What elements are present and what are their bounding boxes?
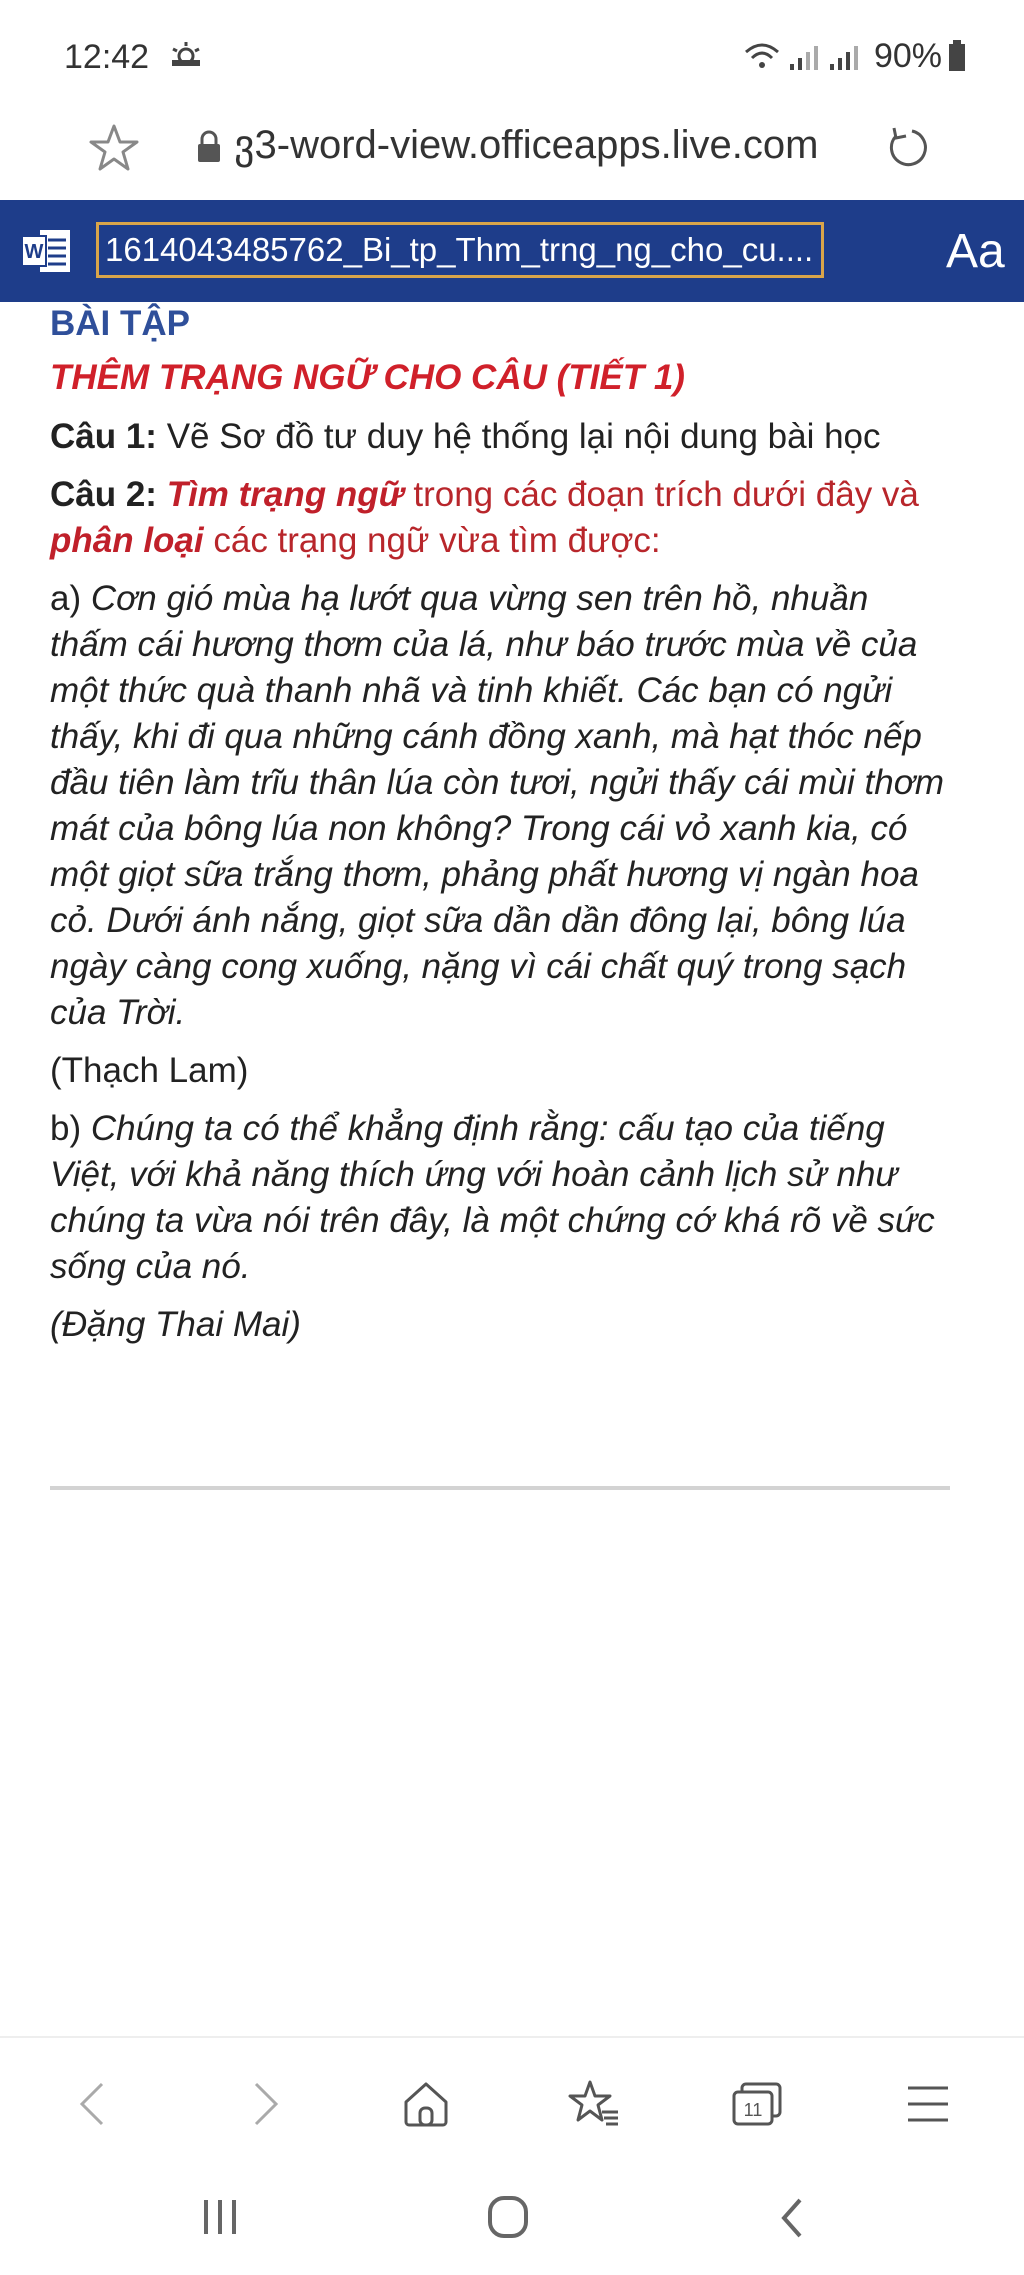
passage-b-label: b) [50,1109,91,1148]
doc-heading: BÀI TẬP [50,304,190,343]
browser-bottom-nav [0,2036,1024,2168]
menu-icon[interactable] [900,2076,956,2132]
doc-subheading: THÊM TRẠNG NGỮ CHO CÂU (TIẾT 1) [50,358,685,397]
bookmark-star-icon[interactable] [88,122,140,174]
url-text[interactable]: ვ3-word-view.officeapps.live.com [234,123,819,167]
q2-emphasis-1: Tìm trạng ngữ [166,475,404,514]
battery-percent: 90% [873,36,942,75]
question-1 [50,414,950,460]
battery-icon [948,40,966,72]
browser-url-bar [0,100,1024,200]
bookmarks-icon[interactable] [566,2076,622,2132]
forward-arrow-icon[interactable] [236,2076,292,2132]
tabs-icon[interactable] [730,2076,786,2132]
word-logo-icon [22,228,72,274]
document-body [50,300,950,1348]
passage-a-author: (Thạch Lam) [50,1051,249,1090]
home-button-icon[interactable] [480,2190,536,2246]
word-toolbar [0,200,1024,302]
passage-a [50,576,950,1036]
tab-count: 11 [743,2100,763,2120]
recent-apps-icon[interactable] [192,2190,248,2246]
sun-cloud-icon [168,40,204,70]
q2-emphasis-2: phân loại [50,521,204,560]
back-arrow-icon[interactable] [66,2076,122,2132]
font-size-button[interactable]: Aa [946,225,1005,278]
status-time: 12:42 [64,38,150,76]
passage-a-text: Cơn gió mùa hạ lướt qua vừng sen trên hồ, nhuần thấm cái hương thơm của lá, như báo trước mùa về của một thức quà thanh nhã và tinh khiết. Các bạn có ngửi thấy, khi đi qua những cánh đồng xanh, mà hạt thóc nếp đầu tiên làm trĩu thân lúa còn tươi, ngửi thấy cái mùi thơm mát của bông lúa non không? Trong cái vỏ xanh kia, có một giọt sữa trắng thơm, phảng phất hương vị ngàn hoa cỏ. Dưới ánh nắng, giọt sữa dần dần đông lại, bông lúa ngày càng cong xuống, nặng vì cái chất quý trong sạch của Trời. [50,579,945,1032]
q2-text-2: các trạng ngữ vừa tìm được: [203,521,661,560]
document-title-field[interactable]: 1614043485762_Bi_tp_Thm_trng_ng_cho_cu.... [96,222,824,278]
q2-label: Câu 2: [50,475,167,514]
signal-icon [788,40,822,72]
lock-icon [196,130,222,164]
q1-text: Vẽ Sơ đồ tư duy hệ thống lại nội dung bài học [156,417,881,456]
passage-b-text: Chúng ta có thể khẳng định rằng: cấu tạo của tiếng Việt, với khả năng thích ứng với hoàn cảnh lịch sử như chúng ta vừa nói trên đây, là một chứng cớ khá rõ về sức sống của nó. [50,1109,935,1286]
passage-b-author: (Đặng Thai Mai) [50,1305,301,1344]
q2-text-1: trong các đoạn trích dưới đây và [403,475,919,514]
system-nav-bar [0,2168,1024,2275]
status-indicators [742,36,966,76]
passage-a-label: a) [50,579,91,618]
question-2 [50,472,950,564]
wifi-icon [742,40,782,72]
svg-text:W: W [24,241,44,263]
q1-label: Câu 1: [50,417,157,456]
page-divider [50,1486,950,1490]
reload-icon[interactable] [882,122,934,174]
home-icon[interactable] [398,2076,454,2132]
passage-b [50,1106,950,1290]
signal-icon-2 [828,40,862,72]
back-button-icon[interactable] [764,2190,820,2246]
